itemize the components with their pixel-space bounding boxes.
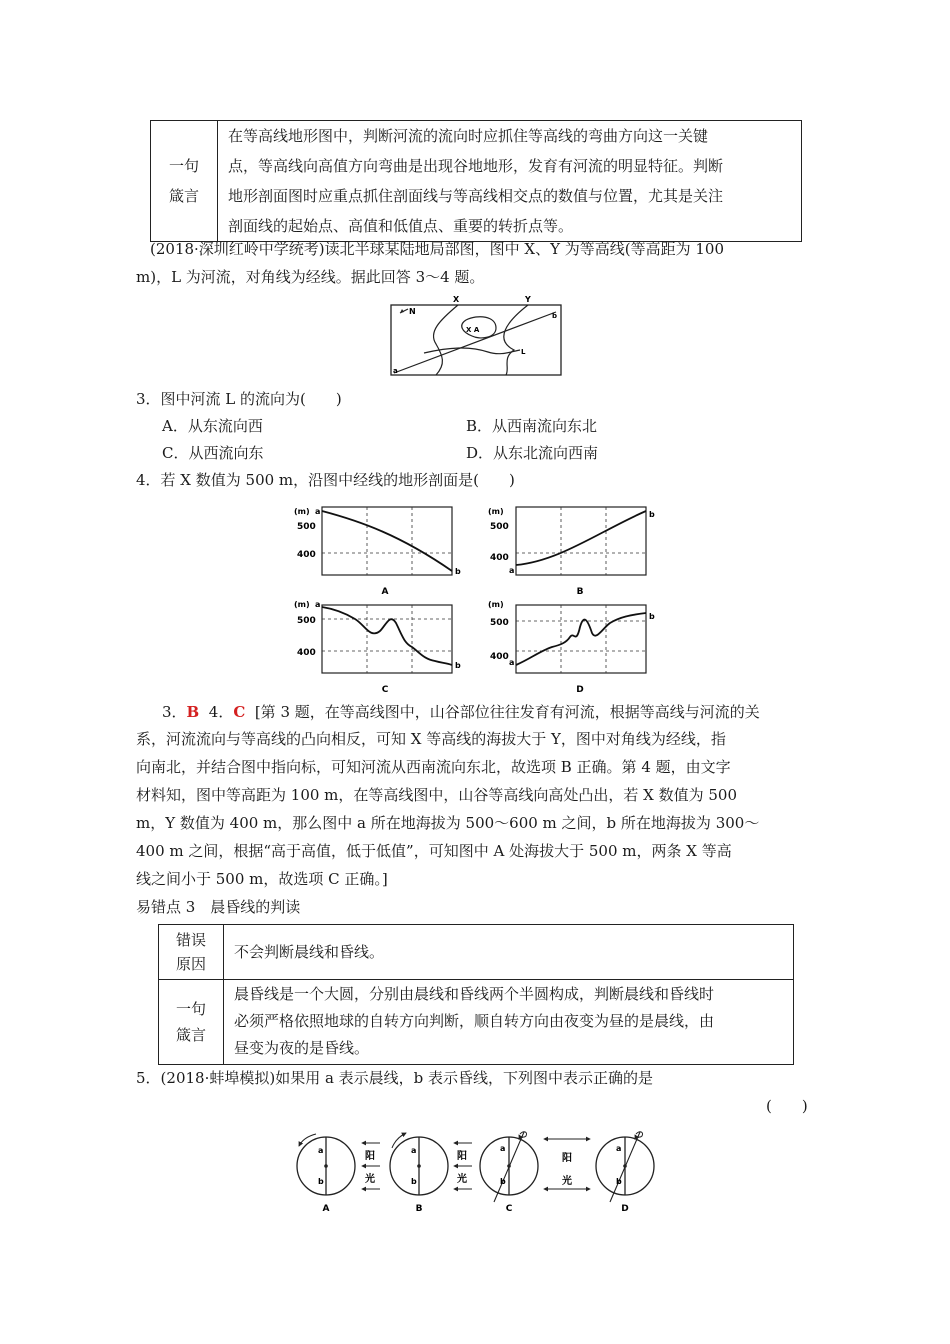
svg-text:400: 400 — [490, 553, 509, 563]
sunlight-ab — [362, 1143, 380, 1189]
label-xa: X A — [466, 326, 480, 334]
svg-text:D: D — [621, 1204, 629, 1214]
svg-text:C: C — [505, 1204, 513, 1214]
svg-text:400: 400 — [490, 652, 509, 662]
q3-option-d[interactable]: D．从东北流向西南 — [466, 444, 599, 462]
profile-a — [294, 507, 461, 597]
q3-option-b[interactable]: B．从西南流向东北 — [466, 417, 598, 435]
svg-text:b: b — [411, 1177, 417, 1186]
globe-d — [596, 1132, 654, 1214]
svg-text:400: 400 — [297, 648, 316, 658]
svg-text:b: b — [500, 1177, 506, 1186]
answer-line-1: 3．B 4．C [第 3 题，在等高线图中，山谷部位往往发育有河流，根据等高线与河流的关 — [162, 703, 760, 721]
intro-line-1: (2018·深圳红岭中学统考)读北半球某陆地局部图，图中 X、Y 为等高线(等高距为 100 — [150, 240, 725, 258]
svg-text:(m): (m) — [294, 507, 310, 516]
svg-text:500: 500 — [297, 616, 316, 626]
profile-charts — [290, 503, 670, 698]
svg-text:b: b — [616, 1177, 622, 1186]
tip-table-2 — [158, 924, 794, 1065]
svg-text:a: a — [500, 1144, 506, 1153]
svg-text:b: b — [455, 567, 461, 576]
svg-text:光: 光 — [457, 1174, 467, 1185]
svg-text:光: 光 — [365, 1174, 375, 1185]
q5-answer-paren: ( ) — [766, 1097, 808, 1115]
answer-line-7: 线之间小于 500 m，故选项 C 正确。] — [136, 870, 388, 888]
svg-text:光: 光 — [562, 1176, 572, 1187]
meridian-end-a: a — [393, 367, 398, 375]
svg-text:a: a — [411, 1146, 417, 1155]
answer-line-3: 向南北，并结合图中指向标，可知河流从西南流向东北，故选项 B 正确。第 4 题，由文字 — [136, 758, 731, 776]
globe-c — [480, 1132, 538, 1214]
svg-text:500: 500 — [297, 522, 316, 532]
intro-line-2: m)，L 为河流，对角线为经线。据此回答 3～4 题。 — [136, 268, 485, 286]
answer-4: C — [233, 703, 246, 721]
svg-text:A: A — [381, 587, 389, 597]
answer-3: B — [186, 703, 200, 721]
river-label: L — [521, 348, 526, 356]
svg-text:b: b — [649, 612, 655, 621]
answer-line-6: 400 m 之间，根据“高于高值，低于低值”，可知图中 A 处海拔大于 500 m，两条 X 等高 — [136, 842, 732, 860]
q5-stem: 5．(2018·蚌埠模拟)如果用 a 表示晨线，b 表示昏线，下列图中表示正确的是 — [136, 1069, 654, 1087]
tip-table-1 — [150, 120, 802, 242]
reason-label: 错误 原因 — [159, 925, 224, 980]
svg-text:A: A — [322, 1204, 330, 1214]
profile-d — [488, 600, 655, 695]
svg-text:(m): (m) — [488, 600, 504, 609]
globe-b — [390, 1133, 448, 1214]
svg-text:500: 500 — [490, 618, 509, 628]
answer-line-2: 系，河流流向与等高线的凸向相反，可知 X 等高线的海拔大于 Y，图中对角线为经线，指 — [136, 730, 726, 748]
reason-text: 不会判断晨线和昏线。 — [224, 925, 794, 980]
svg-text:b: b — [455, 661, 461, 670]
tip-label: 一句 箴言 — [151, 121, 218, 242]
svg-text:a: a — [315, 507, 321, 516]
contour-x-right — [504, 305, 528, 375]
svg-text:B: B — [415, 1204, 423, 1214]
svg-text:C: C — [381, 685, 389, 695]
q3-stem: 3．图中河流 L 的流向为( ) — [136, 390, 342, 408]
svg-text:D: D — [576, 685, 584, 695]
svg-text:(m): (m) — [488, 507, 504, 516]
contour-x-left — [433, 305, 458, 375]
svg-text:阳: 阳 — [365, 1151, 375, 1162]
svg-text:阳: 阳 — [457, 1151, 467, 1162]
motto-text: 晨昏线是一个大圆，分别由晨线和昏线两个半圆构成，判断晨线和昏线时 必须严格依照地球的自转方向判断，顺自转方向由夜变为昼的是晨线，由 昼变为夜的是昏线。 — [224, 980, 794, 1065]
tip-text: 在等高线地形图中，判断河流的流向时应抓住等高线的弯曲方向这一关键 点，等高线向高值方向弯曲是出现谷地地形，发育有河流的明显特征。判断 地形剖面图时应重点抓住剖面线与等高线相交点的数值与位置，尤其是关注 剖面线的起始点、高值和低值点、重要的转折点等。 — [218, 121, 802, 242]
svg-text:B: B — [576, 587, 584, 597]
svg-text:b: b — [649, 510, 655, 519]
svg-text:500: 500 — [490, 522, 509, 532]
answer-line-5: m，Y 数值为 400 m，那么图中 a 所在地海拔为 500～600 m 之间，b 所在地海拔为 300～ — [136, 814, 760, 832]
sunlight-bc — [454, 1143, 472, 1189]
svg-text:a: a — [318, 1146, 324, 1155]
meridian-line — [394, 312, 556, 373]
terminator-globes — [294, 1126, 664, 1218]
motto-label: 一句 箴言 — [159, 980, 224, 1065]
svg-text:a: a — [509, 566, 515, 575]
q4-stem: 4．若 X 数值为 500 m，沿图中经线的地形剖面是( ) — [136, 471, 515, 489]
svg-text:a: a — [616, 1144, 622, 1153]
svg-text:b: b — [318, 1177, 324, 1186]
globe-a — [297, 1134, 355, 1214]
profile-b — [488, 507, 655, 597]
svg-text:(m): (m) — [294, 600, 310, 609]
profile-c — [294, 600, 461, 695]
svg-text:阳: 阳 — [562, 1153, 572, 1164]
north-label: N — [409, 307, 416, 316]
answer-line-4: 材料知，图中等高距为 100 m，在等高线图中，山谷等高线向高处凸出，若 X 数值为 500 — [136, 786, 738, 804]
sunlight-cd — [544, 1139, 590, 1189]
contour-y-label: Y — [525, 295, 531, 304]
point3-title: 易错点 3 晨昏线的判读 — [136, 898, 301, 916]
q3-option-a[interactable]: A．从东流向西 — [162, 417, 263, 435]
svg-text:a: a — [315, 600, 321, 609]
q3-option-c[interactable]: C．从西流向东 — [162, 444, 264, 462]
svg-text:400: 400 — [297, 550, 316, 560]
contour-x-label: X — [453, 295, 460, 304]
contour-map — [388, 292, 568, 378]
meridian-end-b: b — [552, 312, 558, 320]
svg-text:a: a — [509, 658, 515, 667]
